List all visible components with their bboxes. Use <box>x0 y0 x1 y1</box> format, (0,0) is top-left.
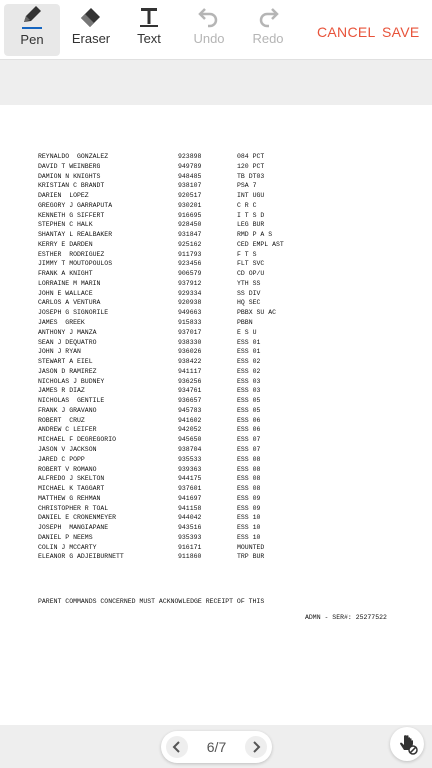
roster-unit: 084 PCT <box>237 153 265 160</box>
roster-number: 906579 <box>178 270 202 278</box>
roster-number: 931847 <box>178 231 202 239</box>
admin-serial: ADMN - SER#: 25277522 <box>305 614 387 621</box>
roster-unit: FLT SVC <box>237 260 265 268</box>
roster-number: 928450 <box>178 221 202 229</box>
cancel-button[interactable]: CANCEL <box>317 24 376 40</box>
roster-name: DANIEL E CRONENMEYER <box>38 514 117 522</box>
roster-number: 936026 <box>178 348 202 356</box>
roster-name: JARED C POPP <box>38 455 85 463</box>
roster-unit: ESS 05 <box>237 406 261 414</box>
undo-label: Undo <box>193 31 225 46</box>
roster-name: ALFREDO J SKELTON <box>38 475 105 483</box>
roster-unit: INT UGU <box>237 192 265 200</box>
roster-unit: TB DT03 <box>237 172 265 180</box>
roster-unit: ESS 07 <box>237 436 261 444</box>
roster-number: 920938 <box>178 299 202 307</box>
hand-tool-button[interactable] <box>390 727 424 761</box>
roster-name: ESTHER RODRIGUEZ <box>38 250 105 258</box>
roster-name: DARIEN LOPEZ <box>38 192 89 200</box>
roster-name: MICHAEL F DEGREGORIO <box>38 436 117 444</box>
redo-button[interactable] <box>240 4 296 56</box>
roster-name: ELEANOR G ADJEIBURNETT <box>38 553 124 561</box>
roster-name: JIMMY T MOUTOPOULOS <box>38 260 113 268</box>
roster-unit: ESS 09 <box>237 494 261 502</box>
roster-name: ROBERT CRUZ <box>38 416 85 424</box>
pen-color-indicator <box>22 27 42 29</box>
roster-unit: MOUNTED <box>237 543 265 551</box>
roster-number: 941697 <box>178 494 202 502</box>
roster-name: ANTHONY J MANZA <box>38 328 97 336</box>
next-page-button[interactable] <box>245 736 267 758</box>
roster-number: 949663 <box>178 309 202 317</box>
undo-button[interactable] <box>181 4 237 56</box>
roster-unit: SS DIV <box>237 289 261 297</box>
roster-number: 949789 <box>178 162 202 170</box>
roster-unit: ESS 01 <box>237 348 261 356</box>
roster-number: 937601 <box>178 485 202 493</box>
undo-icon <box>197 4 221 28</box>
roster-name: STEPHEN C HALK <box>38 221 93 229</box>
roster-name: ROBERT V ROMANO <box>38 465 97 473</box>
roster-name: DAVID T WEINBERG <box>38 162 101 170</box>
roster-unit: ESS 10 <box>237 533 261 541</box>
roster-unit: RMD P A S <box>237 231 273 239</box>
roster-unit: CED EMPL AST <box>237 240 284 248</box>
roster-number: 911860 <box>178 553 202 561</box>
text-tool-button[interactable] <box>121 4 177 56</box>
roster-name: FRANK J GRAVANO <box>38 406 97 414</box>
roster-number: 945783 <box>178 406 202 414</box>
roster-name: CARLOS A VENTURA <box>38 299 101 307</box>
roster-unit: F T S <box>237 250 257 258</box>
roster-unit: PSA 7 <box>237 182 257 190</box>
roster-number: 936657 <box>178 397 202 405</box>
roster-name: MICHAEL K TAGGART <box>38 485 105 493</box>
roster-unit: TRP BUR <box>237 553 265 561</box>
roster-unit: C R C <box>237 201 257 209</box>
roster-unit: HQ SEC <box>237 299 261 307</box>
roster-name: REYNALDO GONZALEZ <box>38 153 109 160</box>
roster-unit: ESS 08 <box>237 465 261 473</box>
roster-number: 938107 <box>178 182 202 190</box>
roster-unit: YTH SS <box>237 279 261 287</box>
roster-number: 942052 <box>178 426 202 434</box>
roster-number: 923898 <box>178 153 202 160</box>
roster-name: LORRAINE M MARIN <box>38 279 101 287</box>
roster-name: JOSEPH MANGIAPANE <box>38 524 109 532</box>
roster-name: SEAN J DEQUATRO <box>38 338 97 346</box>
roster-number: 945650 <box>178 436 202 444</box>
roster-number: 925162 <box>178 240 202 248</box>
roster-number: 934761 <box>178 387 202 395</box>
roster-unit: ESS 06 <box>237 426 261 434</box>
roster-number: 937912 <box>178 279 202 287</box>
redo-label: Redo <box>252 31 284 46</box>
roster-name: FRANK A KNIGHT <box>38 270 93 278</box>
pen-tool-label: Pen <box>20 32 44 47</box>
roster-name: KERRY E DARDEN <box>38 240 93 248</box>
footer-note: PARENT COMMANDS CONCERNED MUST ACKNOWLEDGE RECEIPT OF THIS <box>38 598 265 605</box>
roster-unit: E S U <box>237 328 257 336</box>
roster-name: JOHN J RYAN <box>38 348 81 356</box>
roster-number: 944042 <box>178 514 202 522</box>
eraser-tool-button[interactable] <box>63 4 119 56</box>
roster-number: 911793 <box>178 250 202 258</box>
roster-unit: PBBX SU AC <box>237 309 277 317</box>
roster-number: 929334 <box>178 289 202 297</box>
roster-unit: ESS 08 <box>237 475 261 483</box>
eraser-icon <box>78 4 104 28</box>
roster-number: 935533 <box>178 455 202 463</box>
roster-unit: CD OP/U <box>237 270 265 278</box>
roster-unit: ESS 05 <box>237 397 261 405</box>
roster-unit: ESS 02 <box>237 358 261 366</box>
roster-number: 938422 <box>178 358 202 366</box>
roster-number: 916171 <box>178 543 202 551</box>
roster-name: JASON D RAMIREZ <box>38 367 97 375</box>
roster-number: 916695 <box>178 211 202 219</box>
roster-name: KRISTIAN C BRANDT <box>38 182 105 190</box>
roster-name: JAMES GREEK <box>38 319 85 327</box>
page-indicator: 6/7 <box>206 739 227 755</box>
roster-unit: ESS 03 <box>237 377 261 385</box>
roster-name: STEWART A EIEL <box>38 358 93 366</box>
roster-unit: LEG BUR <box>237 221 265 229</box>
roster-unit: ESS 08 <box>237 455 261 463</box>
roster-name: SHANTAY L REALBAKER <box>38 231 113 239</box>
page-navigator <box>161 731 272 763</box>
roster-name: JAMES R DIAZ <box>38 387 85 395</box>
eraser-tool-label: Eraser <box>71 31 111 46</box>
roster-unit: ESS 09 <box>237 504 261 512</box>
roster-name: GREGORY J GARRAPUTA <box>38 201 113 209</box>
redo-icon <box>256 4 280 28</box>
roster-number: 941158 <box>178 504 202 512</box>
annotation-toolbar <box>0 0 432 60</box>
text-tool-label: Text <box>137 31 161 46</box>
roster-number: 915833 <box>178 319 202 327</box>
roster-number: 938330 <box>178 338 202 346</box>
roster-name: JOHN E WALLACE <box>38 289 93 297</box>
roster-number: 930201 <box>178 201 202 209</box>
roster-number: 935393 <box>178 533 202 541</box>
document-page <box>0 105 432 725</box>
text-icon <box>137 4 161 28</box>
roster-name: NICHOLAS J BUDNEY <box>38 377 105 385</box>
roster-name: COLIN J MCCARTY <box>38 543 97 551</box>
roster-unit: ESS 03 <box>237 387 261 395</box>
roster-name: KENNETH G SIFFERT <box>38 211 105 219</box>
roster-number: 944175 <box>178 475 202 483</box>
save-button[interactable]: SAVE <box>382 24 420 40</box>
roster-unit: ESS 10 <box>237 514 261 522</box>
roster-number: 937017 <box>178 328 202 336</box>
roster-unit: 120 PCT <box>237 162 265 170</box>
roster-unit: ESS 07 <box>237 445 261 453</box>
roster-name: MATTHEW G REHMAN <box>38 494 101 502</box>
roster-name: ANDREW C LEIFER <box>38 426 97 434</box>
roster-unit: I T S D <box>237 211 265 219</box>
roster-unit: ESS 10 <box>237 524 261 532</box>
roster-unit: ESS 01 <box>237 338 261 346</box>
roster-number: 948485 <box>178 172 202 180</box>
roster-number: 920517 <box>178 192 202 200</box>
roster-name: JASON V JACKSON <box>38 445 97 453</box>
roster-unit: ESS 08 <box>237 485 261 493</box>
roster-name: NICHOLAS GENTILE <box>38 397 105 405</box>
roster-name: JOSEPH G SIGNORILE <box>38 309 109 317</box>
roster-unit: ESS 02 <box>237 367 261 375</box>
roster-number: 936256 <box>178 377 202 385</box>
roster-number: 941117 <box>178 367 202 375</box>
roster-name: DAMION N KNIGHTS <box>38 172 101 180</box>
roster-number: 941602 <box>178 416 202 424</box>
roster-number: 923456 <box>178 260 202 268</box>
roster-name: DANIEL P NEEMS <box>38 533 93 541</box>
roster-number: 939363 <box>178 465 202 473</box>
roster-name: CHRISTOPHER R TOAL <box>38 504 109 512</box>
roster-unit: ESS 06 <box>237 416 261 424</box>
roster-number: 943516 <box>178 524 202 532</box>
roster-number: 938704 <box>178 445 202 453</box>
pen-icon <box>20 4 44 26</box>
pen-tool-button[interactable] <box>4 4 60 56</box>
roster-unit: PBBN <box>237 319 253 327</box>
